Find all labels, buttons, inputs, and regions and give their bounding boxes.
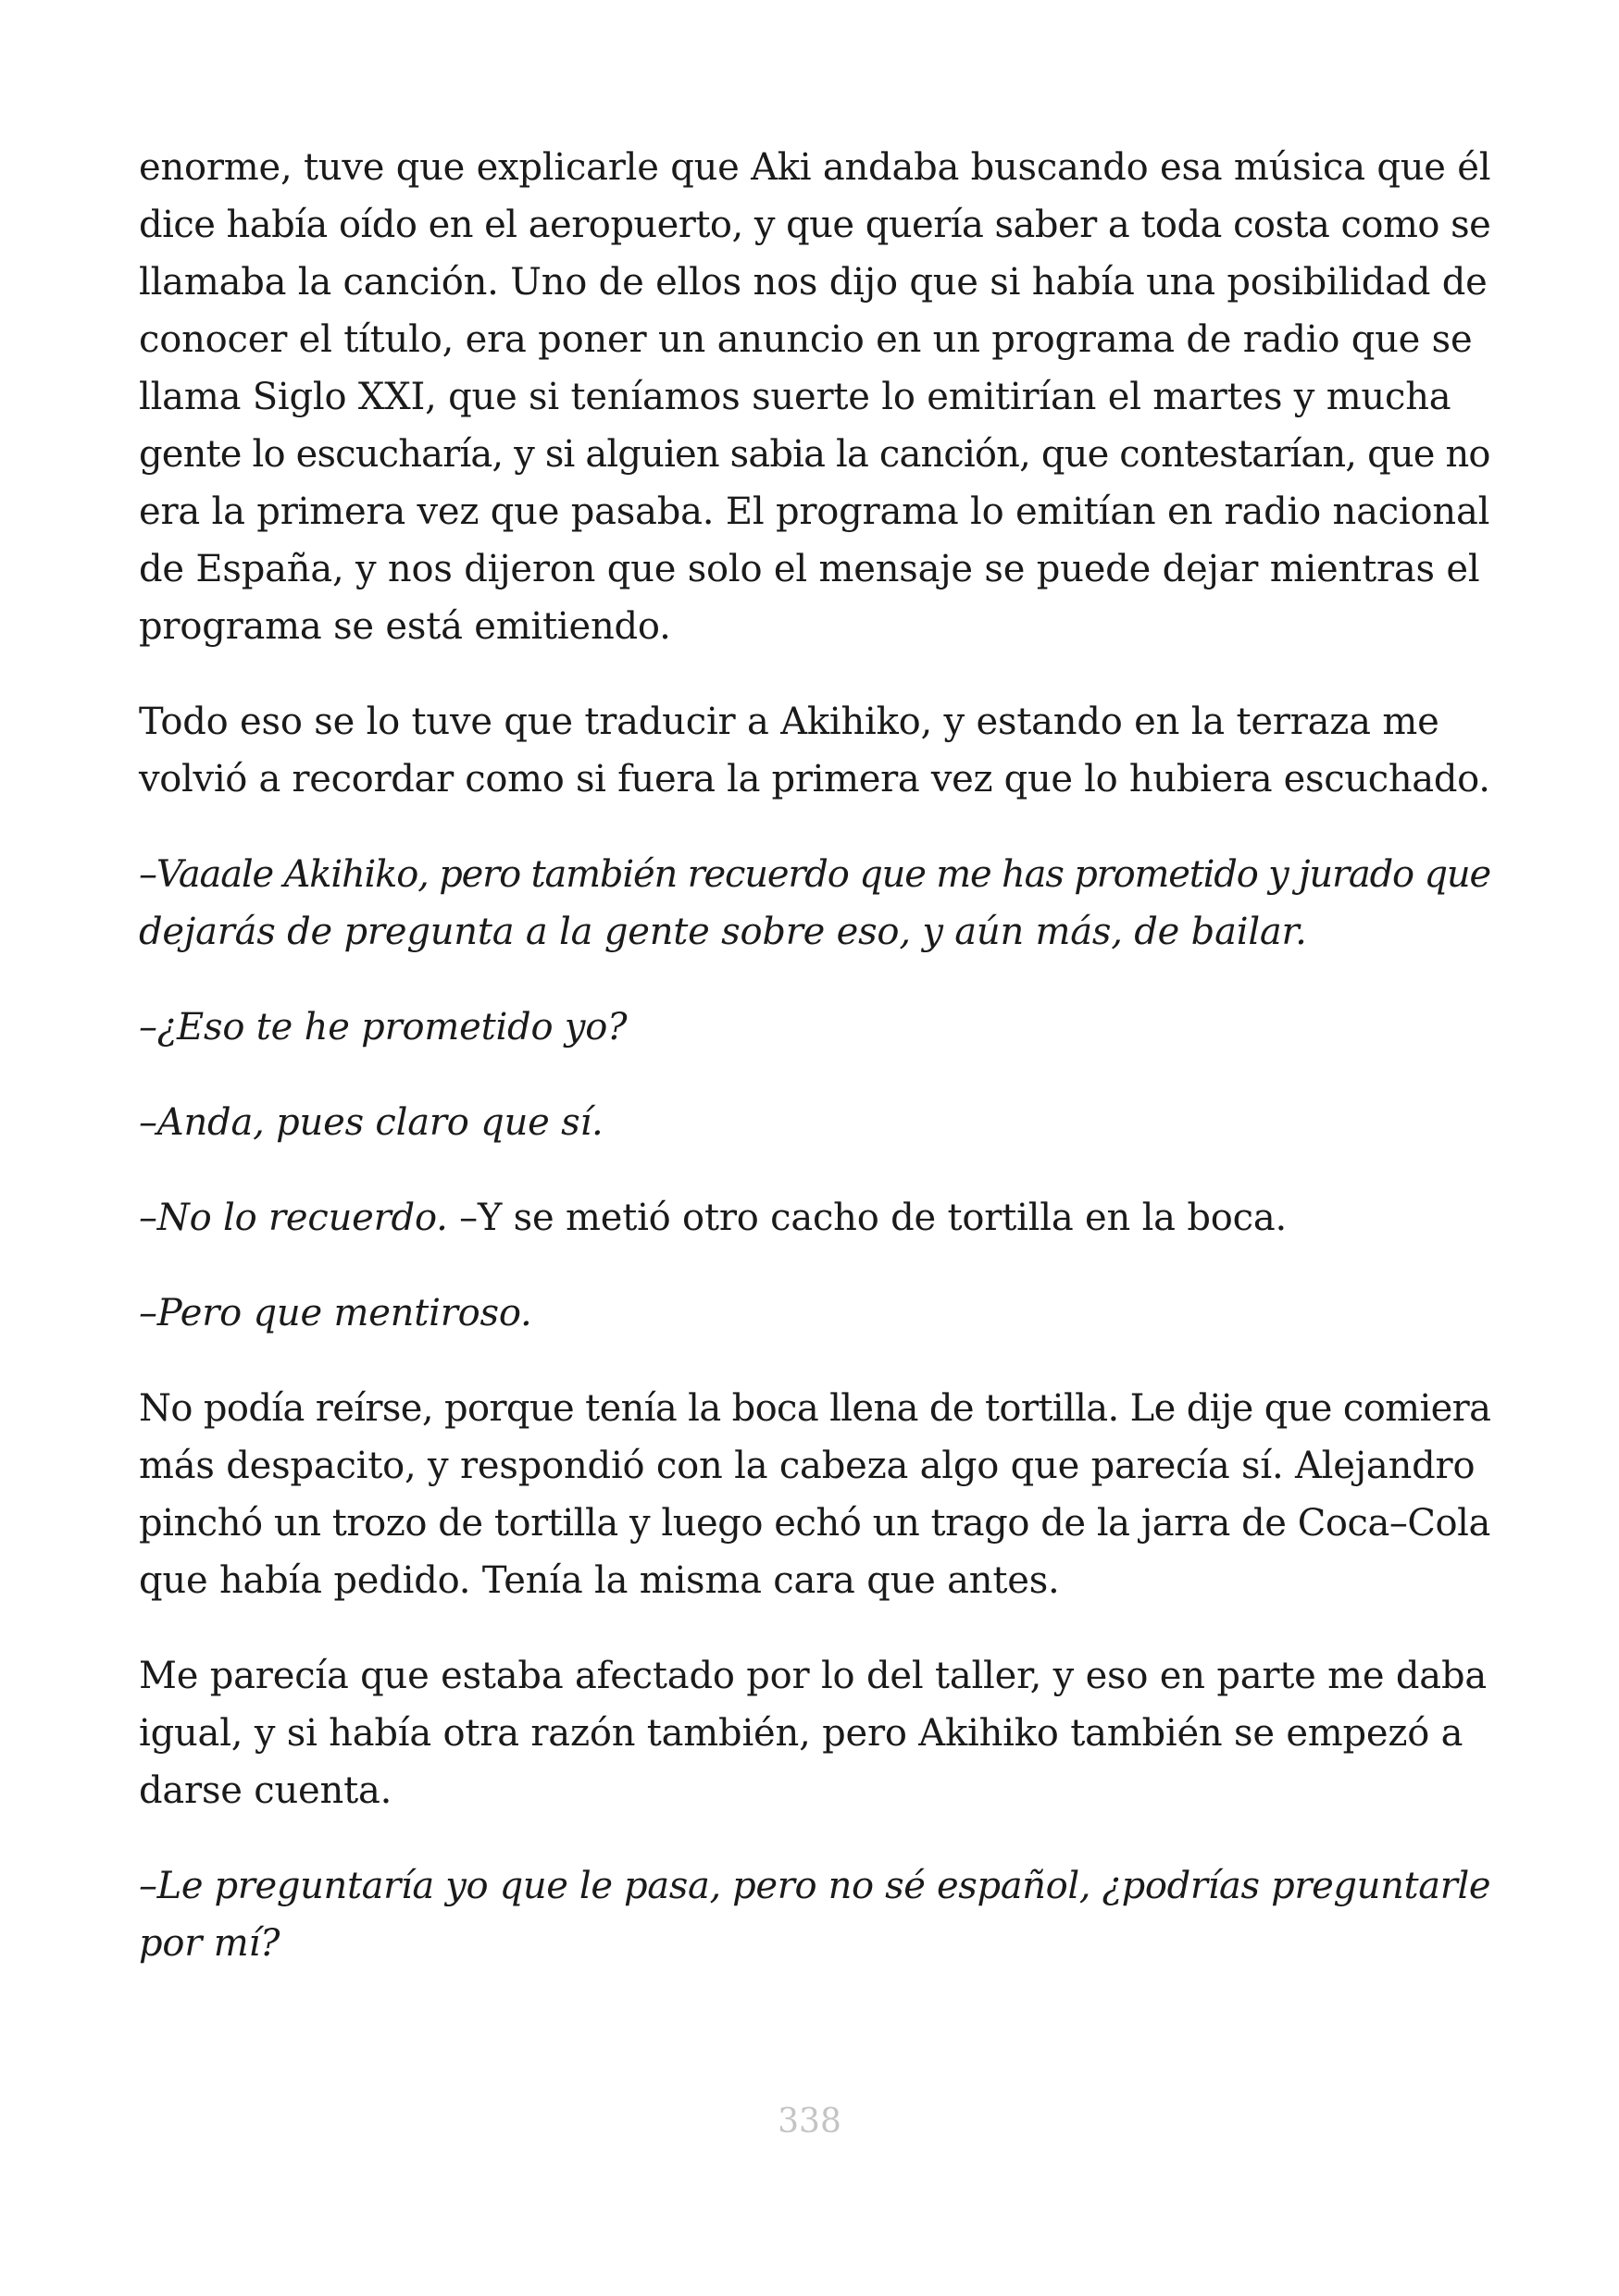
text-line: –Le preguntaría yo que le pasa, pero no sé español, ¿podrías preguntarle (139, 1865, 1491, 1907)
dialogue-paragraph-7 (139, 1285, 1490, 1342)
text-line: dejarás de pregunta a la gente sobre eso, y aún más, de bailar. (139, 911, 1307, 953)
text-line: Todo eso se lo tuve que traducir a Akihiko, y estando en la terraza me (139, 701, 1439, 743)
text-line: conocer el título, era poner un anuncio en un programa de radio que se (139, 318, 1473, 361)
dialogue-paragraph-5 (139, 1094, 1490, 1151)
paragraph-9 (139, 1647, 1490, 1819)
text-line: No podía reírse, porque tenía la boca llena de tortilla. Le dije que comiera (139, 1387, 1491, 1430)
paragraph-8 (139, 1380, 1490, 1609)
text-line: –¿Eso te he prometido yo? (139, 1006, 628, 1049)
body-text (139, 139, 1490, 2010)
text-line: de España, y nos dijeron que solo el mensaje se puede dejar mientras el (139, 548, 1480, 590)
text-line: llama Siglo XXI, que si teníamos suerte lo emitirían el martes y mucha (139, 376, 1451, 418)
dialogue-paragraph-3 (139, 846, 1490, 961)
text-line: –Pero que mentiroso. (139, 1292, 532, 1334)
paragraph-1 (139, 139, 1490, 655)
text-line: enorme, tuve que explicarle que Aki andaba buscando esa música que él (139, 146, 1491, 189)
text-line: igual, y si había otra razón también, pero Akihiko también se empezó a (139, 1712, 1463, 1755)
text-line: por mí? (139, 1922, 280, 1965)
text-line: darse cuenta. (139, 1769, 392, 1812)
dialogue-paragraph-10 (139, 1857, 1490, 1972)
narration-part: –Y se metió otro cacho de tortilla en la boca. (447, 1197, 1287, 1239)
text-line: dice había oído en el aeropuerto, y que quería saber a toda costa como se (139, 204, 1491, 246)
text-line: pinchó un trozo de tortilla y luego echó un trago de la jarra de Coca–Cola (139, 1502, 1490, 1545)
text-line: era la primera vez que pasaba. El programa lo emitían en radio nacional (139, 490, 1490, 533)
text-line: –Vaaale Akihiko, pero también recuerdo que me has prometido y jurado que (139, 853, 1490, 896)
text-line: Me parecía que estaba afectado por lo del taller, y eso en parte me daba (139, 1655, 1487, 1697)
text-line: –Anda, pues claro que sí. (139, 1101, 604, 1144)
dialogue-paragraph-4 (139, 999, 1490, 1056)
text-line: que había pedido. Tenía la misma cara que antes. (139, 1559, 1060, 1602)
text-line: más despacito, y respondió con la cabeza algo que parecía sí. Alejandro (139, 1445, 1476, 1487)
text-line: gente lo escucharía, y si alguien sabia la canción, que contestarían, que no (139, 433, 1490, 476)
page-number: 338 (778, 2103, 841, 2141)
text-line (139, 1189, 1490, 1247)
text-line: volvió a recordar como si fuera la primera vez que lo hubiera escuchado. (139, 758, 1490, 800)
dialogue-paragraph-6 (139, 1189, 1490, 1247)
paragraph-2 (139, 693, 1490, 808)
dialogue-italic-part: –No lo recuerdo. (139, 1197, 448, 1239)
text-line: llamaba la canción. Uno de ellos nos dijo que si había una posibilidad de (139, 261, 1488, 304)
text-line: programa se está emitiendo. (139, 605, 671, 648)
